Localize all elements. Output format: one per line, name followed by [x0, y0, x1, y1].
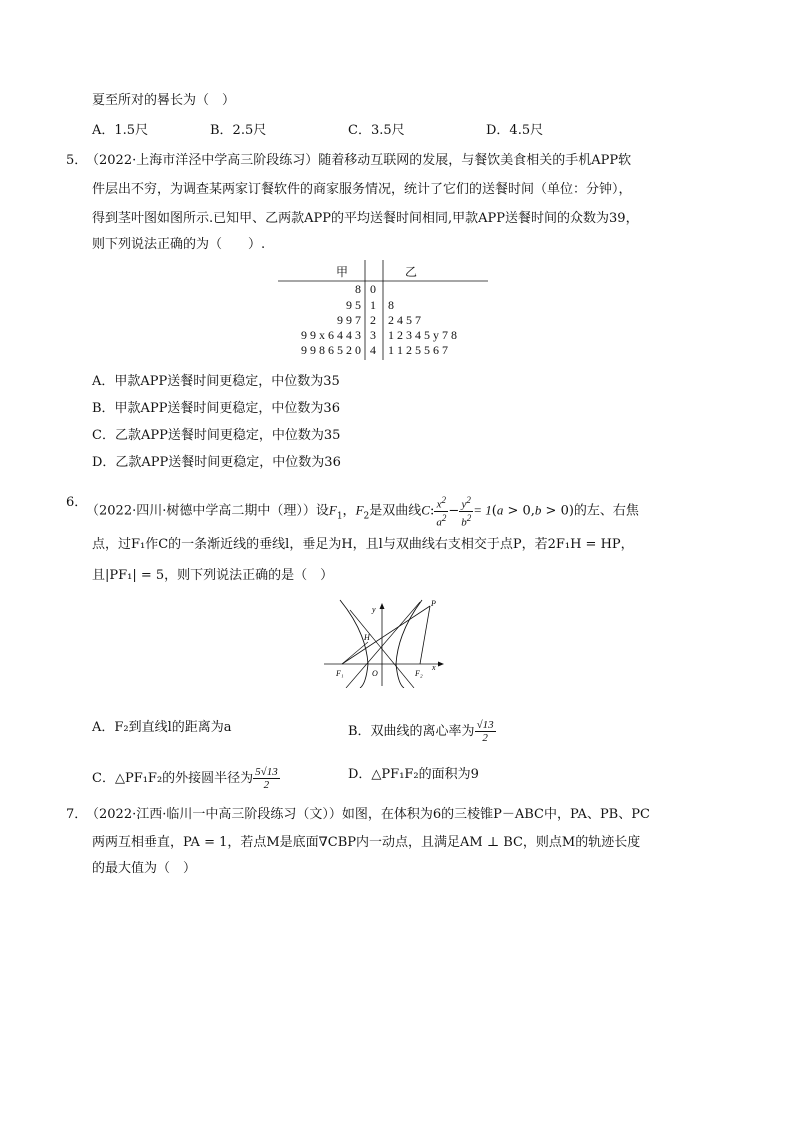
q6-option-c-text: C．△PF₁F₂的外接圆半径为	[92, 771, 254, 786]
q6-option-b-den: 2	[482, 732, 488, 744]
q6-number: 6．	[66, 495, 88, 510]
stem-leaf-left-0: 8	[355, 282, 361, 296]
q6-option-d: D．△PF₁F₂的面积为9	[348, 767, 479, 782]
stem-leaf-stem-2: 2	[370, 313, 376, 327]
stem-leaf-stem-1: 1	[370, 298, 376, 312]
stem-leaf-right-1: 8	[388, 298, 394, 312]
q5-option-b: B．甲款APP送餐时间更稳定，中位数为36	[92, 401, 340, 416]
stem-leaf-stem-0: 0	[370, 282, 376, 296]
q5-number: 5．	[66, 153, 88, 168]
q6-line-2: 点，过F₁作C的一条渐近线的垂线l，垂足为H，且l与双曲线右支相交于点P，若2F₁H = HP，	[92, 537, 634, 552]
label-f2: F₂	[415, 669, 423, 678]
stem-leaf-right-2: 2 4 5 7	[388, 313, 421, 327]
q5-line-2: 件层出不穷，为调查某两家订餐软件的商家服务情况，统计了它们的送餐时间（单位：分钟），	[92, 182, 632, 197]
q7-line-2: 两两互相垂直，PA = 1，若点M是底面∇CBP内一动点，且满足AM ⊥ BC，则点M的轨迹长度	[92, 835, 641, 850]
q4-option-c: C．3.5尺	[348, 123, 405, 138]
q6-line-1-a: （2022·四川·树德中学高二期中（理））设	[86, 503, 329, 519]
label-p: P	[431, 599, 436, 608]
label-y: y	[372, 605, 376, 614]
stem-leaf-header-left: 甲	[336, 265, 349, 279]
q4-option-a: A．1.5尺	[92, 123, 149, 138]
q4-stem-tail: 夏至所对的晷长为（ ）	[92, 93, 236, 108]
q6-option-a: A．F₂到直线l的距离为a	[92, 720, 232, 735]
q6-option-c-frac	[253, 766, 280, 791]
stem-leaf-right-3: 1 2 3 4 5 y 7 8	[388, 328, 457, 342]
q7-line-3: 的最大值为（ ）	[92, 861, 197, 876]
stem-leaf-left-1: 9 5	[346, 298, 361, 312]
q5-line-1: （2022·上海市洋泾中学高三阶段练习）随着移动互联网的发展，与餐饮美食相关的手机APP软	[86, 153, 632, 168]
q6-option-b-num: √13	[476, 719, 494, 731]
q4-option-d: D．4.5尺	[486, 123, 544, 138]
q5-option-a: A．甲款APP送餐时间更稳定，中位数为35	[92, 374, 340, 389]
q6-line-1-b: 是双曲线	[369, 503, 422, 519]
q5-option-d: D．乙款APP送餐时间更稳定，中位数为36	[92, 455, 341, 470]
label-h: H	[364, 633, 370, 642]
q6-line-1: （2022·四川·树德中学高二期中（理））设$F_1$，$F_2$是双曲线C: $\frac{x^2}{a^2}$ − $\frac{y^2}{b^2}$ = 1(a > 0,b > 0)的左、右焦	[86, 495, 639, 529]
stem-leaf-stem-3: 3	[370, 328, 376, 342]
q6-option-c-num: 5√13	[255, 766, 278, 778]
stem-leaf-stem-4: 4	[370, 343, 376, 357]
label-o: O	[372, 669, 378, 678]
q5-option-c: C．乙款APP送餐时间更稳定，中位数为35	[92, 428, 341, 443]
stem-leaf-right-4: 1 1 2 5 5 6 7	[388, 343, 448, 357]
q5-line-3: 得到茎叶图如图所示.已知甲、乙两款APP的平均送餐时间相同,甲款APP送餐时间的众数为39，	[92, 211, 639, 226]
q6-line-1-c: 的左、右焦	[573, 503, 639, 519]
q6-option-b-frac	[475, 719, 496, 744]
label-f1: F₁	[336, 669, 344, 678]
q7-line-1: （2022·江西·临川一中高三阶段练习（文））如图，在体积为6的三棱锥P－ABC中，PA、PB、PC	[86, 807, 650, 822]
stem-leaf-left-3: 9 9 x 6 4 4 3	[301, 328, 361, 342]
stem-leaf-plot	[278, 260, 488, 360]
q6-option-b	[348, 719, 496, 744]
q5-line-4: 则下列说法正确的为（ ）.	[92, 237, 266, 252]
q6-line-3: 且|PF₁| = 5，则下列说法正确的是（ ）	[92, 568, 334, 583]
label-x: x	[432, 663, 436, 672]
q6-option-b-text: B．双曲线的离心率为	[348, 724, 475, 739]
stem-leaf-left-4: 9 9 8 6 5 2 0	[301, 343, 361, 357]
stem-leaf-left-2: 9 9 7	[337, 313, 361, 327]
stem-leaf-header-right: 乙	[405, 265, 418, 279]
q4-option-b: B．2.5尺	[210, 123, 267, 138]
q6-option-c	[92, 766, 280, 791]
hyperbola-figure	[320, 598, 450, 688]
q6-option-c-den: 2	[263, 779, 270, 791]
q7-number: 7．	[66, 807, 88, 822]
